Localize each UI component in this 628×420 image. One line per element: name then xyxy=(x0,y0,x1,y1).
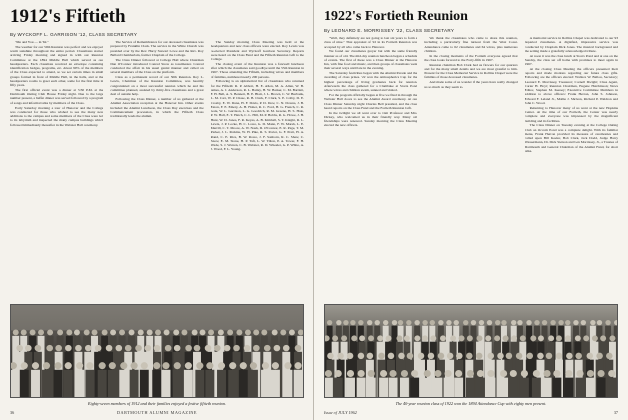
paragraph: Returning to Hanover many of us went at the new Hopkins Center. At the time of our Fortieth, the Center was nearly complete and everyone was impressed by the magnificent building and its facilities. xyxy=(524,105,618,123)
article-body-1922 xyxy=(324,36,618,300)
text-column xyxy=(525,36,618,300)
article-title-1912: 1912's Fiftieth xyxy=(10,6,126,27)
reunion-photo-1922 xyxy=(324,304,618,398)
paragraph: The Sunday morning Class Meeting was held at the headquarters and new class officers were elected. Roy Lewis was re-elected President and Wyckoff Garrison Secretary. Reports were heard on the Class Fund and the Fiftieth Reunion Gift to the College. xyxy=(210,40,304,61)
byline-1912: By WYCKOFF L. GARRISON '12, CLASS SECRETARY xyxy=(10,32,138,37)
issue-label: Issue of JULY 1962 xyxy=(324,410,357,415)
paragraph: The weather for our 50th Reunion was perfect and we enjoyed warm sunshine throughout the entire period. Classmates started arriving Friday morning and signed in with our Reunion Committee at the 1894 Middle Hall which served as our headquarters. Each classmate received an envelope containing identification badges, programs, etc. About 90% of the members of the Class expected to attend, so we set certain times in small groups formed in front of Middle Hall, in the halls, and at the headquarters rooms to greet each other, some for the first time in fifty years. xyxy=(10,44,104,88)
text-column xyxy=(110,40,203,300)
page-number-left: 36 xyxy=(10,410,15,415)
paragraph: Following is an alphabetical list of classmates who returned for the Fiftieth: R. P. Abbott, H. E. Allen, M. A. Allen, W. B. Ames, A. J. Anderson, R. L. Bailey, H. W. Barker, C. M. Bartlett, F. H. Bell, A. S. Bennett, H. E. Blair, J. L. Brown, C. W. Burbank, L. M. Carr, W. P. Chase, R. B. Clark, F. Clark, S. E. Colby, D. E. Crosby, E. W. Dana, H. F. Davis, P. D. Dow, C. N. Downs, J. B. Eaton, F. E. Emery, A. H. Fisher, R. C. Ford, H. G. French, C. R. Gale, W. L. Garrison, L. G. Goodrich, R. M. Greene, H. S. Hale, P. W. Hall, E. T. Hatch, C. L. Hill, M. P. Hobbs, R. G. Howe, J. H. Hunt, W. D. Jones, F. R. Keyes, A. B. Kimball, S. T. Knight, R. L. Lewis, J. P. Locke, H. C. Lowe, G. D. Mann, F. W. Marsh, L. E. Merrill, C. T. Moore, A. W. Nash, D. O'Connor, E. R. Page, T. M. Parker, J. L. Perkins, W. H. Pike, R. S. Porter, G. F. Pratt, H. A. Rand, C. E. Rice, B. W. Rowe, J. F. Sanborn, R. C. Shaw, C. Snow, E. M. Stone, H. P. Taft, L. W. Tilton, P. A. Tower, F. H. Wade, S. J. Warren, C. B. Webster, R. D. Wheeler, G. P. White, A. J. Wood, F. L. Young. xyxy=(210,79,304,152)
right-page xyxy=(314,0,628,420)
paragraph: Class as a permanent record of our 50th Reunion. Roy L. Lewis, Chairman of the Reunion Committee, was heartily congratulated on a most successful reunion which he and his committee planned, assisted by thirty-five classmates and a great deal of outside help. xyxy=(110,75,204,97)
reunion-photo-1912 xyxy=(10,304,304,398)
paragraph: Early Saturday morning a tour of Hanover and the College was conducted for those who wished to see the many new additions to the campus and some members of the Class were led to its labyrinth and inspected the many campus buildings which followed immediately thereafter in the Webster Hall ceremony. xyxy=(10,105,104,127)
running-footer: DARTMOUTH ALUMNI MAGAZINE xyxy=(117,410,197,415)
article-title-1922: 1922's Fortieth Reunion xyxy=(324,9,468,24)
byline-1922: By LEONARD E. MORRISSEY '22, CLASS SECRETARY xyxy=(324,28,455,33)
paragraph: The Saturday festivities began with the Alumni Parade and the awarding of class prizes. '22 won the Atmospherics Cup for the highest percentage of living graduates back for reunion. Afterwards the class gathered for a Clambake at Storrs Pond where wives and children swam, sunned and visited. xyxy=(324,71,418,93)
page-number-right: 37 xyxy=(613,410,618,415)
group-photo-image xyxy=(11,305,303,397)
paragraph: In the closing moments of the Fortieth everyone agreed that the class looks forward to the Forty-fifth in 1967. xyxy=(424,53,518,62)
paragraph: The Class Dinner followed at College Hall where Chairman Dan O'Connor introduced Conrad Snow as toastmaster. Conrad conducted the affair in his usual genial manner and called on several members of the Class on the platform. xyxy=(110,57,204,75)
paragraph: Reunion chairman Bob Clark had us flowers for our quarters and for the many small details and we are most grateful to him. Present for the Class Memorial Service in Rollins Chapel were the families of those deceased classmates. xyxy=(424,62,518,80)
paragraph: The Service of Remembrance for our deceased classmates was prepared by Franklin Clark. The service in the White Church was presided over by the Rev. Harry Stewart Lowe and the Rev. Roy Ballard Chamberlain, former Chaplain of the College. xyxy=(110,40,204,57)
paragraph: At noon it was the class lunch at Storrs Pond and at one on the Sunday, the class set off home with promises to meet again in 1967. xyxy=(524,53,618,67)
paragraph: For the program officially begun at five we filed in through the Webster Hall doors to see the Alumni Award ceremony. At our Class Dinner Saturday night Charles Bell presided, and the class heard reports on the Class Fund and the Fortieth Reunion Gift. xyxy=(324,93,418,110)
photo-caption-1912: Eighty-seven members of 1912 and their families enjoyed a festive fiftieth reunion. xyxy=(87,401,226,406)
paragraph: "Me and You — in '62." xyxy=(15,40,49,44)
paragraph: We found our classmates greyer but with the same friendly manner as of old. The mid-day reunion luncheon began a schedule of events. The first of these was a Class Dinner at the Hanover Inn, with fine food and music, and then groups of classmates went their several ways until late in the evening. xyxy=(324,49,418,71)
article-body-1912 xyxy=(10,40,304,300)
photo-caption-1922: The 40-year reunion class of 1922 won the 1894 Attendance Cup with eighty men present. xyxy=(395,401,547,406)
text-column xyxy=(424,36,517,300)
text-column xyxy=(10,40,103,300)
paragraph: In the twilight we all went over to visit Professor and Mrs. Dickey, who welcomed us in their friendly way. Many old friendships were renewed. Sunday morning the Class Meeting elected the new officers. xyxy=(324,110,418,128)
paragraph: And made some of us wonder if the years have really changed us so much as they seem to. xyxy=(424,80,518,89)
text-column xyxy=(211,40,304,300)
paragraph: We thank the classmates who came to share this reunion, including a particularly fine turnout from the West Coast. Attendance came to 62 classmates and 64 wives, plus numerous children. xyxy=(424,36,518,53)
paragraph: At the closing Class Meeting the officers presented their reports and made motions regarding our future class gifts. Following are the officers elected: Wallace W. Ballou, Secretary; Leonard E. Morrissey, Treasurer; Cornell Dwight; Class Agent, Carter H. Hoyt; Reunion Chairman, Eugene Hutchinson; News Editor, Stephen M. Keesey; Executive Committee Members in addition to above officers: Frank Herron, John S. Johnson, Edward F. Leland Jr., Mallie J. Shriven, Richard P. Waldron and John C. Wood. xyxy=(524,66,618,105)
group-photo-image xyxy=(325,305,617,397)
text-column xyxy=(324,36,417,300)
paragraph: The Class Dinner on Tuesday evening at the College Outing Club on Occom Pond was a complete delight. With its familiar menu, Frank Herron provided its measure of ceremonies and called upon Bill Keeler, Bob Clark, Jack Dodd, Judge Harry Wassermann, Dr. Dick Stetson and Len Morrissey, Jr., a Trustee of Dartmouth and General Chairman of the Alumni Fund, for short talks. xyxy=(524,123,618,153)
paragraph: The first official event was a dinner at 5:30 P.M. at the Dartmouth Outing Club House Friday night. Due to the large number present, a buffet dinner was served followed by a program of songs and informal talks by members of the Class. xyxy=(10,87,104,105)
paragraph: The closing event of the Reunion was a farewell luncheon after which the classmates said goodbye until the 55th Reunion in 1967. Those attending the Fiftieth, including wives and members of families, numbered nearly 200 persons. xyxy=(210,61,304,79)
paragraph: Following the Class Dinner, a number of us gathered at the Alumni Association reception at the Hanover Inn. Other events included the Alumni Luncheon, the Class Day exercises and the Commencement procession, in which the Fiftieth Class traditionally leads the alumni. xyxy=(110,97,204,119)
paragraph: "Well, they definitely are not going to last six years to form a class of nine." That appraisal of '22 in its Fortieth Reunion was accepted by all who came back to Hanover. xyxy=(324,36,418,49)
paragraph: A memorial service in Rollins Chapel was dedicated to our 93 departed classmates. A dignified, impressive service was conducted by Chaplain Dick Jones. The musical background and the setting made a gratefully acknowledged tribute. xyxy=(524,36,618,53)
